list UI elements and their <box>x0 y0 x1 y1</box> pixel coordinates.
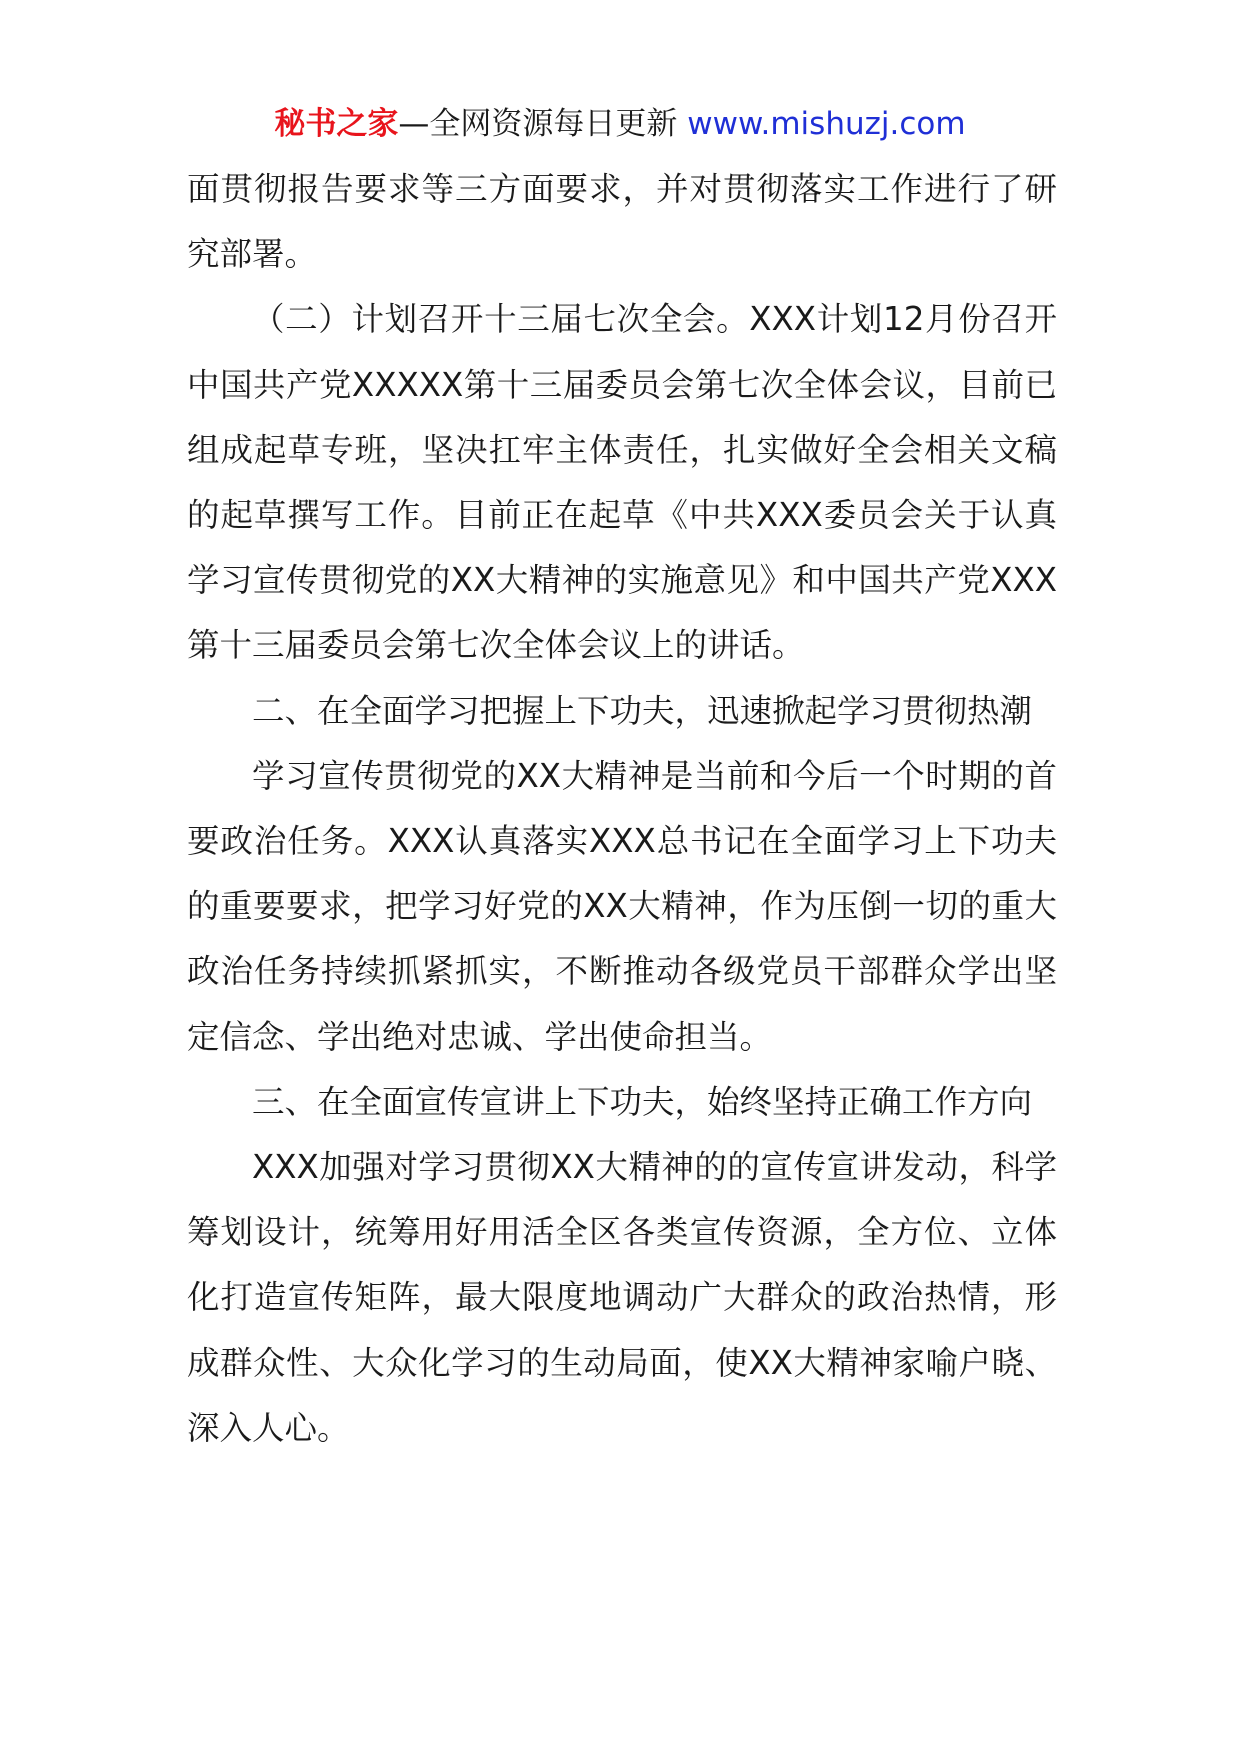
paragraph-study: 学习宣传贯彻党的XX大精神是当前和今后一个时期的首要政治任务。XXX认真落实XXX总书记在全面学习上下功夫的重要要求，把学习好党的XX大精神，作为压倒一切的重大政治任务持续抓紧抓实，不断推动各级党员干部群众学出坚定信念、学出绝对忠诚、学出使命担当。 <box>187 756 1057 1056</box>
section-heading-2: 二、在全面学习把握上下功夫，迅速掀起学习贯彻热潮 <box>252 691 1033 730</box>
section-heading-3: 三、在全面宣传宣讲上下功夫，始终坚持正确工作方向 <box>252 1082 1033 1121</box>
paragraph-plenary-plan: （二）计划召开十三届七次全会。XXX计划12月份召开中国共产党XXXXX第十三届委员会第七次全体会议，目前已组成起草专班，坚决扛牢主体责任，扎实做好全会相关文稿的起草撰写工作。目前正在起草《中共XXX委员会关于认真学习宣传贯彻党的XX大精神的实施意见》和中国共产党XXX第十三届委员会第七次全体会议上的讲话。 <box>187 300 1057 665</box>
document-body <box>187 157 1057 1461</box>
paragraph-continued: 面贯彻报告要求等三方面要求，并对贯彻落实工作进行了研究部署。 <box>187 170 1057 274</box>
brand-name: 秘书之家 <box>274 106 399 142</box>
site-url[interactable]: www.mishuzj.com <box>687 106 966 142</box>
page-header <box>0 100 1240 148</box>
paragraph-publicity: XXX加强对学习贯彻XX大精神的的宣传宣讲发动，科学筹划设计，统筹用好用活全区各类宣传资源，全方位、立体化打造宣传矩阵，最大限度地调动广大群众的政治热情，形成群众性、大众化学习的生动局面，使XX大精神家喻户晓、深入人心。 <box>187 1148 1057 1447</box>
header-tagline: —全网资源每日更新 <box>398 106 678 142</box>
